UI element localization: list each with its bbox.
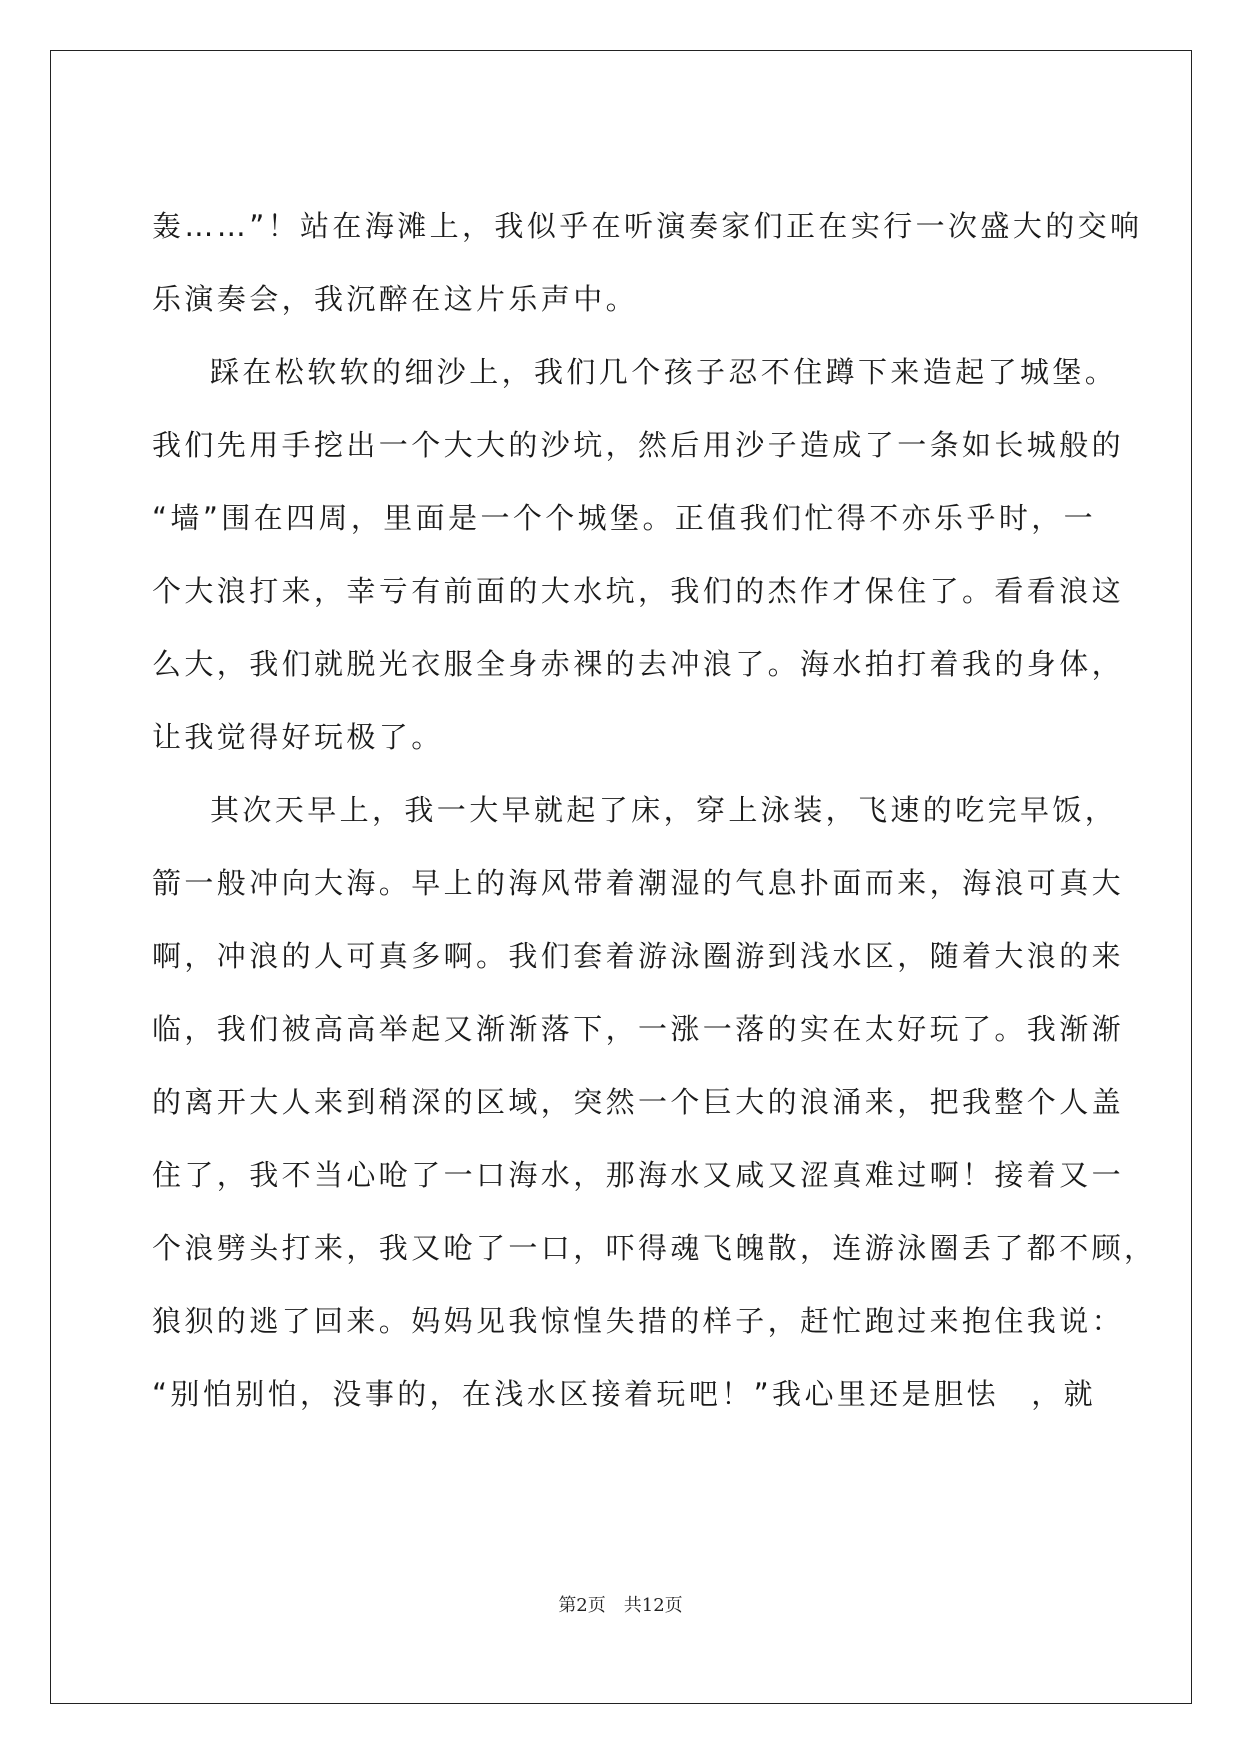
text-line: 啊，冲浪的人可真多啊。我们套着游泳圈游到浅水区，随着大浪的来	[152, 939, 1125, 973]
text-line: 箭一般冲向大海。早上的海风带着潮湿的气息扑面而来，海浪可真大	[152, 866, 1125, 900]
text-line: 轰……”！站在海滩上，我似乎在听演奏家们正在实行一次盛大的交响	[152, 209, 1143, 243]
text-line: 个大浪打来，幸亏有前面的大水坑，我们的杰作才保住了。看看浪这	[152, 574, 1125, 608]
text-line: 我们先用手挖出一个大大的沙坑，然后用沙子造成了一条如长城般的	[152, 428, 1125, 462]
paragraph-start-line: 其次天早上，我一大早就起了床，穿上泳装，飞速的吃完早饭，	[210, 793, 1118, 827]
text-line: 让我觉得好玩极了。	[152, 720, 444, 754]
text-line: 临，我们被高高举起又渐渐落下，一涨一落的实在太好玩了。我渐渐	[152, 1012, 1125, 1046]
text-line: 狼狈的逃了回来。妈妈见我惊惶失措的样子，赶忙跑过来抱住我说：	[152, 1304, 1125, 1338]
text-line: 乐演奏会，我沉醉在这片乐声中。	[152, 282, 639, 316]
page-number: 第2页 共12页	[558, 1595, 683, 1616]
text-line: 的离开大人来到稍深的区域，突然一个巨大的浪涌来，把我整个人盖	[152, 1085, 1125, 1119]
text-line: 个浪劈头打来，我又呛了一口，吓得魂飞魄散，连游泳圈丢了都不顾，	[152, 1231, 1157, 1265]
text-line: 住了，我不当心呛了一口海水，那海水又咸又涩真难过啊！接着又一	[152, 1158, 1125, 1192]
text-line: “别怕别怕，没事的，在浅水区接着玩吧！”我心里还是胆怯 ，就	[152, 1377, 1097, 1411]
text-line: 么大，我们就脱光衣服全身赤裸的去冲浪了。海水拍打着我的身体，	[152, 647, 1125, 681]
paragraph-start-line: 踩在松软软的细沙上，我们几个孩子忍不住蹲下来造起了城堡。	[210, 355, 1118, 389]
text-line: “墙”围在四周，里面是一个个城堡。正值我们忙得不亦乐乎时，一	[152, 501, 1097, 535]
